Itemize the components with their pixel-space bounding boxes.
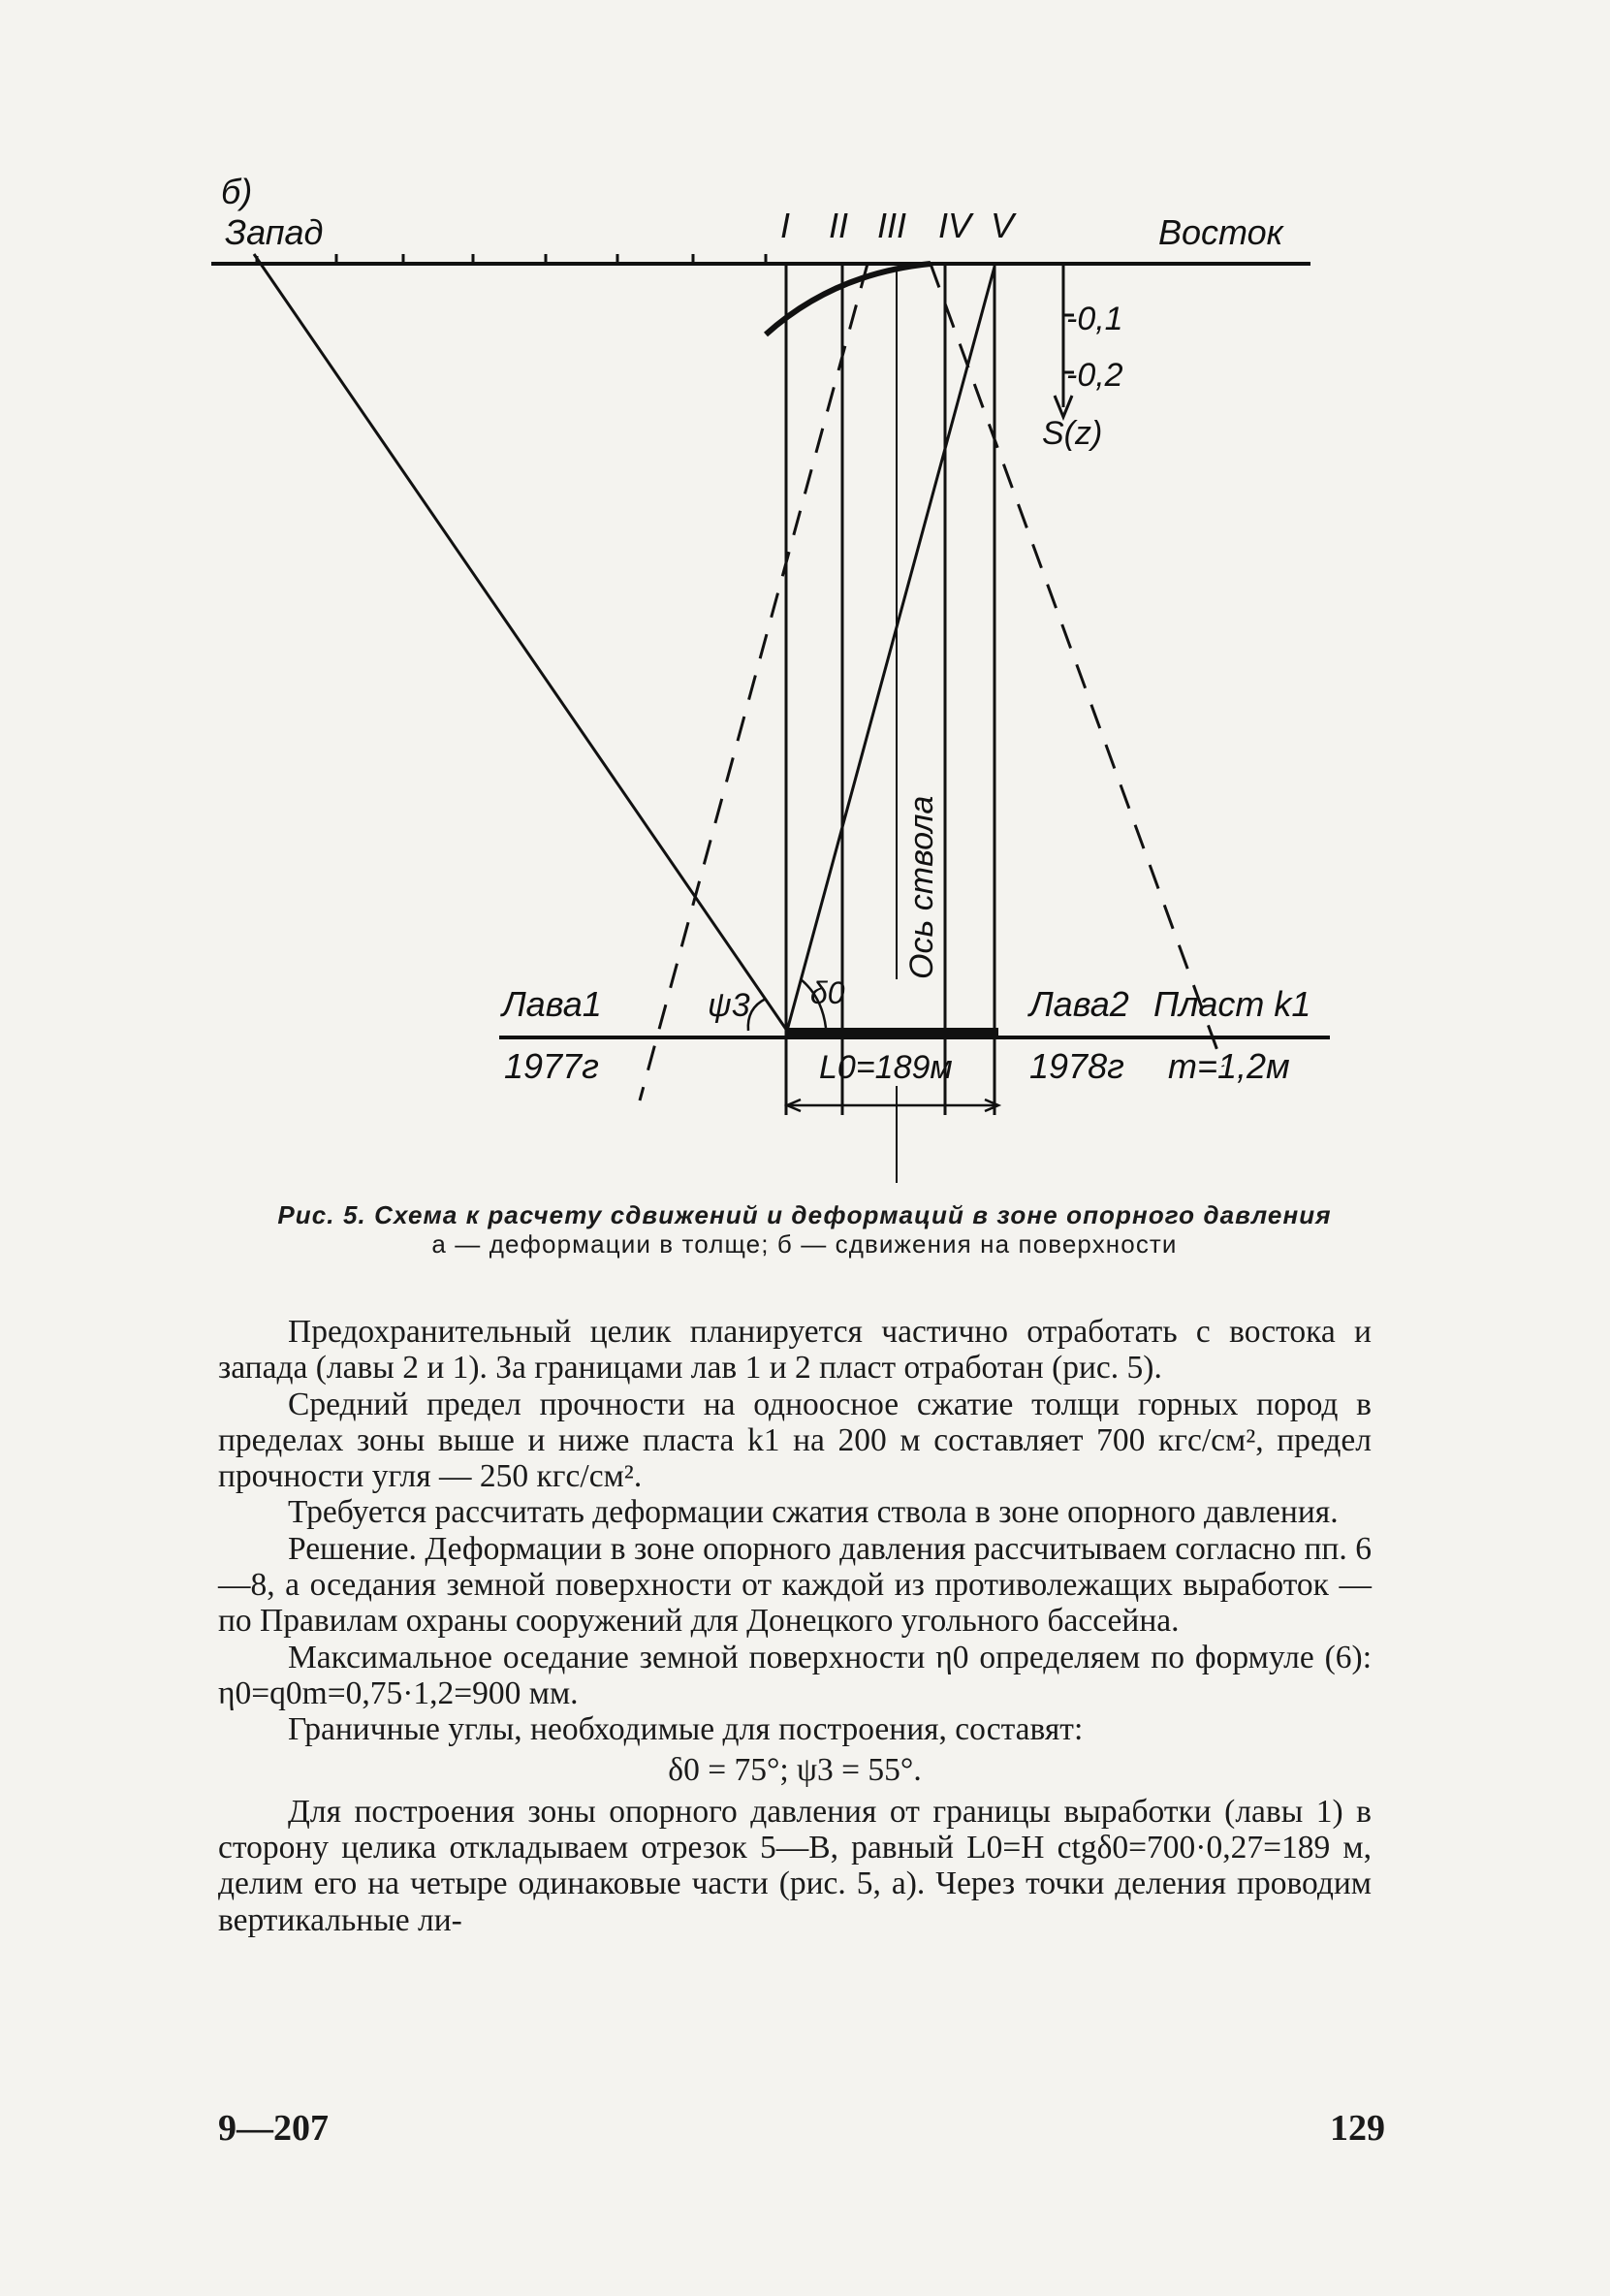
formula-angles: δ0 = 75°; ψ3 = 55°. <box>668 1751 922 1788</box>
roman-label-2: II <box>829 206 849 245</box>
figure-caption <box>218 1200 1391 1259</box>
body-text <box>218 1314 1372 1938</box>
roman-label-5: V <box>991 206 1015 245</box>
panel-label: б) <box>221 172 253 211</box>
psi-angle-arc <box>748 999 766 1031</box>
psi-label: ψ3 <box>708 987 750 1024</box>
paragraph-4: Решение. Деформации в зоне опорного давления рассчитываем согласно пп. 6—8, а оседания земной поверхности от каждой из противолежащих выработок — по Правилам охраны сооружений для Донецкого угольного бассейна. <box>218 1530 1372 1640</box>
roman-label-3: III <box>877 206 907 245</box>
roman-label-4: IV <box>938 206 972 245</box>
subsidence-label: S(z) <box>1042 415 1103 452</box>
dimension-line <box>787 1098 998 1113</box>
scale-label-1: -0,1 <box>1066 301 1123 337</box>
boundary-line-west <box>254 254 787 1031</box>
length-label: L0=189м <box>819 1049 953 1086</box>
boundary-line-delta <box>787 267 994 1031</box>
lava2-label: Лава2 <box>1029 984 1129 1024</box>
paragraph-2: Средний предел прочности на одноосное сжатие толщи горных пород в пределах зоны выше и ниже пласта k1 на 200 м составляет 700 кгс/см², предел прочности угля — 250 кгс/см². <box>218 1386 1372 1495</box>
paragraph-1: Предохранительный целик планируется частично отработать с востока и запада (лавы 2 и 1). За границами лав 1 и 2 пласт отработан (рис. 5). <box>218 1314 1372 1387</box>
lava1-label: Лава1 <box>502 984 602 1024</box>
paragraph-6: Граничные углы, необходимые для построения, составят: <box>288 1711 1084 1748</box>
seam-line <box>499 1034 1330 1037</box>
signature-mark: 9—207 <box>218 2108 329 2149</box>
caption-legend: а — деформации в толще; б — сдвижения на поверхности <box>431 1229 1178 1259</box>
subsidence-scale <box>1055 264 1074 417</box>
east-label: Восток <box>1158 212 1283 252</box>
delta-label: δ0 <box>810 975 845 1010</box>
paragraph-3: Требуется рассчитать деформации сжатия ствола в зоне опорного давления. <box>288 1494 1339 1531</box>
caption-title: Рис. 5. Схема к расчету сдвижений и деформаций в зоне опорного давления <box>277 1200 1332 1229</box>
lava1-year: 1977г <box>504 1046 599 1086</box>
subsidence-curve <box>766 264 931 335</box>
thickness-label: m=1,2м <box>1168 1046 1290 1086</box>
seam-label: Пласт k1 <box>1153 984 1311 1024</box>
page-number: 129 <box>1330 2108 1385 2149</box>
shaft-axis-label: Ось ствола <box>903 795 940 979</box>
scale-label-2: -0,2 <box>1066 357 1123 394</box>
paragraph-7: Для построения зоны опорного давления от границы выработки (лавы 1) в сторону целика откладываем отрезок 5—В, равный L0=H ctgδ0=700·0,27=189 м, делим его на четыре одинаковые части (рис. 5, а). Через точки деления проводим вертикальные ли- <box>218 1793 1372 1938</box>
west-label: Запад <box>225 212 324 252</box>
paragraph-5: Максимальное оседание земной поверхности η0 определяем по формуле (6): η0=q0m=0,75·1,2=900 мм. <box>218 1639 1372 1711</box>
roman-label-1: I <box>780 206 791 245</box>
lava2-year: 1978г <box>1029 1046 1124 1086</box>
